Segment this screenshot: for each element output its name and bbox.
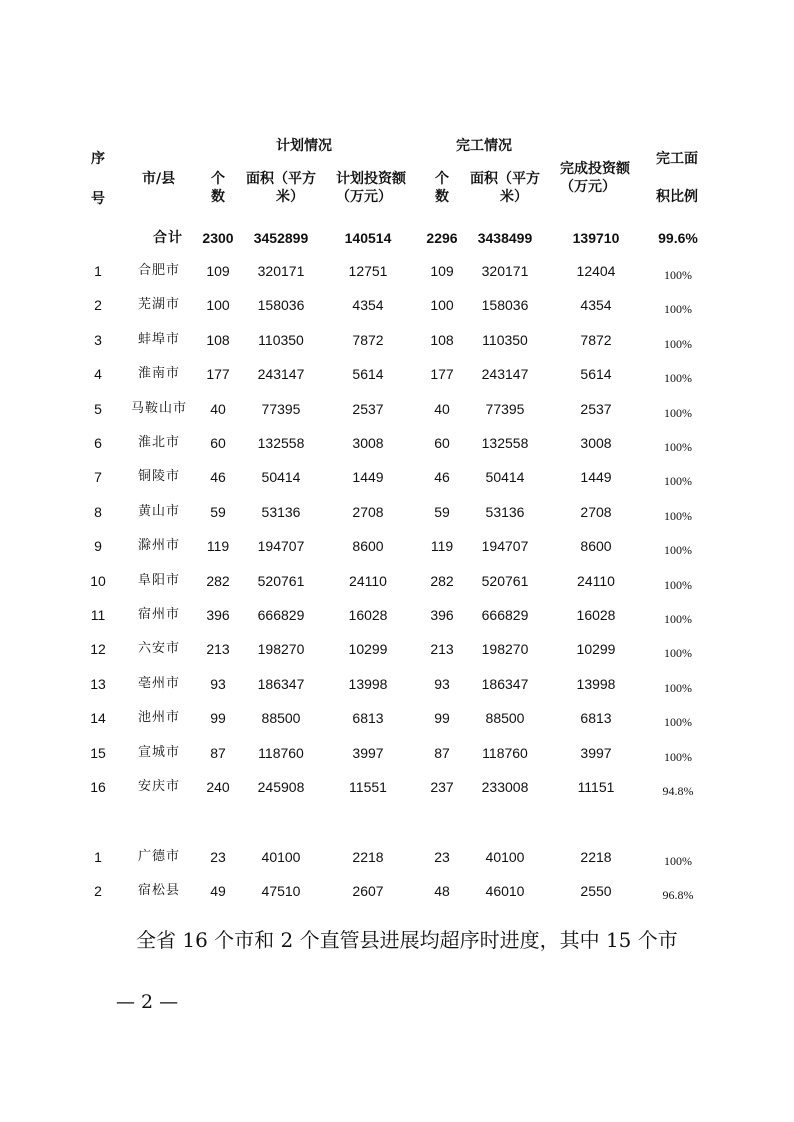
cell-plan-invest: 6813	[352, 710, 384, 727]
cell-city: 滁州市	[137, 538, 180, 554]
header-plan-invest-1: 计划投资额	[336, 171, 406, 187]
summary-plan-area: 3452899	[253, 230, 309, 246]
cell-done-invest: 2550	[580, 883, 612, 899]
cell-ratio: 100%	[664, 336, 692, 351]
table-row	[0, 571, 794, 591]
cell-done-count: 46	[434, 469, 450, 486]
cell-plan-invest: 2537	[352, 400, 384, 417]
cell-city: 合肥市	[137, 263, 180, 278]
cell-plan-area: 50414	[261, 469, 301, 486]
cell-ratio: 100%	[664, 680, 692, 695]
cell-plan-count: 109	[206, 263, 230, 279]
cell-city: 宿州市	[137, 607, 180, 622]
cell-done-count: 60	[434, 435, 450, 451]
cell-ratio: 100%	[664, 854, 692, 868]
cell-seq: 8	[94, 503, 102, 520]
header-done-invest-2: （万元）	[560, 179, 616, 195]
cell-seq: 13	[90, 675, 106, 692]
cell-plan-count: 87	[210, 744, 226, 761]
cell-plan-count: 108	[206, 331, 230, 348]
page-number: — 2 —	[116, 991, 179, 1013]
cell-done-count: 213	[430, 641, 454, 658]
cell-plan-count: 282	[206, 572, 230, 589]
cell-plan-area: 88500	[261, 710, 301, 727]
cell-done-count: 99	[434, 710, 450, 727]
header-plan-count-1: 个	[211, 171, 225, 187]
header-ratio-2: 积比例	[656, 189, 698, 205]
table-row	[0, 847, 794, 867]
cell-done-count: 93	[434, 675, 450, 692]
cell-plan-count: 49	[210, 883, 226, 899]
cell-plan-invest: 13998	[348, 675, 388, 692]
cell-done-area: 198270	[481, 641, 529, 658]
cell-done-area: 40100	[485, 849, 525, 865]
cell-seq: 6	[94, 435, 102, 451]
header-plan-count-2: 数	[211, 189, 225, 205]
cell-plan-invest: 12751	[348, 263, 388, 279]
header-done-area-2: 米）	[500, 189, 528, 205]
header-plan-group: 计划情况	[276, 138, 332, 154]
summary-label: 合计	[153, 230, 183, 246]
cell-plan-area: 320171	[257, 263, 305, 279]
header-done-area-1: 面积（平方	[470, 171, 540, 187]
cell-done-count: 48	[434, 883, 450, 899]
cell-done-invest: 2537	[580, 400, 612, 417]
table-row	[0, 467, 794, 487]
cell-done-area: 233008	[481, 779, 529, 795]
cell-done-invest: 13998	[576, 675, 616, 692]
cell-plan-invest: 4354	[352, 297, 384, 314]
table-row	[0, 330, 794, 350]
cell-done-invest: 3008	[580, 435, 612, 451]
summary-plan-count: 2300	[202, 230, 234, 246]
cell-seq: 4	[94, 366, 102, 383]
cell-plan-invest: 16028	[348, 607, 388, 623]
cell-done-invest: 7872	[580, 331, 612, 348]
cell-plan-area: 132558	[257, 435, 305, 451]
cell-ratio: 100%	[664, 612, 692, 626]
cell-plan-count: 396	[206, 607, 230, 623]
cell-ratio: 100%	[664, 749, 692, 764]
cell-done-count: 282	[430, 572, 454, 589]
cell-done-invest: 1449	[580, 469, 612, 486]
body-paragraph: 全省 16 个市和 2 个直管县进展均超序时进度，其中 15 个市	[136, 928, 678, 952]
cell-ratio: 100%	[664, 474, 692, 489]
cell-plan-area: 118760	[258, 744, 304, 761]
cell-done-invest: 6813	[580, 710, 612, 727]
summary-plan-invest: 140514	[344, 230, 392, 246]
cell-plan-count: 60	[210, 435, 226, 451]
cell-plan-area: 158036	[257, 297, 305, 314]
cell-city: 铜陵市	[137, 469, 180, 485]
summary-row	[0, 228, 794, 248]
header-done-count-1: 个	[435, 171, 449, 187]
cell-plan-area: 47510	[261, 883, 301, 899]
cell-city: 池州市	[137, 710, 180, 726]
cell-plan-area: 110350	[258, 331, 304, 348]
cell-ratio: 100%	[664, 543, 692, 558]
header-ratio-1: 完工面	[656, 151, 698, 167]
cell-done-count: 87	[434, 744, 450, 761]
cell-done-invest: 16028	[576, 607, 616, 623]
cell-seq: 16	[90, 779, 106, 795]
table-row	[0, 295, 794, 315]
cell-done-count: 108	[430, 331, 454, 348]
cell-ratio: 100%	[664, 508, 692, 523]
cell-plan-count: 119	[206, 538, 230, 555]
cell-ratio: 96.8%	[662, 888, 694, 902]
cell-done-invest: 10299	[576, 641, 616, 658]
cell-plan-count: 213	[206, 641, 230, 658]
cell-done-area: 46010	[485, 883, 525, 899]
cell-city: 宣城市	[137, 744, 180, 760]
header-done-invest-1: 完成投资额	[560, 161, 630, 177]
cell-done-area: 666829	[481, 607, 529, 623]
cell-done-count: 119	[430, 538, 454, 555]
cell-done-count: 109	[430, 263, 454, 279]
cell-city: 广德市	[137, 849, 180, 864]
cell-plan-area: 666829	[257, 607, 305, 623]
cell-seq: 12	[90, 641, 106, 658]
cell-done-area: 50414	[485, 469, 525, 486]
cell-city: 阜阳市	[137, 572, 180, 588]
cell-done-count: 237	[430, 779, 454, 795]
table-row	[0, 536, 794, 556]
cell-done-area: 320171	[481, 263, 529, 279]
summary-done-count: 2296	[426, 230, 458, 246]
header-done-group: 完工情况	[456, 138, 512, 154]
table-row	[0, 708, 794, 728]
cell-plan-count: 100	[206, 297, 230, 314]
cell-plan-area: 245908	[257, 779, 305, 795]
cell-done-invest: 5614	[580, 366, 612, 383]
table-row	[0, 605, 794, 625]
cell-plan-invest: 11551	[349, 779, 387, 795]
table-row	[0, 674, 794, 694]
cell-seq: 11	[90, 607, 106, 623]
cell-city: 宿松县	[137, 883, 180, 898]
cell-done-invest: 2218	[580, 849, 612, 865]
cell-done-area: 110350	[482, 331, 528, 348]
cell-city: 安庆市	[137, 779, 180, 794]
cell-ratio: 100%	[664, 405, 692, 420]
table-row	[0, 364, 794, 384]
cell-seq: 3	[94, 331, 102, 348]
table-row	[0, 433, 794, 453]
cell-plan-invest: 24110	[349, 572, 387, 589]
header-plan-area-2: 米）	[276, 189, 304, 205]
cell-city: 马鞍山市	[130, 400, 187, 416]
cell-ratio: 100%	[664, 268, 692, 282]
header-city: 市/县	[142, 171, 176, 187]
cell-done-invest: 24110	[577, 572, 615, 589]
cell-city: 蚌埠市	[137, 331, 180, 347]
cell-plan-area: 77395	[261, 400, 301, 417]
cell-ratio: 100%	[664, 440, 692, 454]
cell-seq: 10	[90, 572, 106, 589]
cell-done-count: 396	[430, 607, 454, 623]
table-row	[0, 743, 794, 763]
cell-plan-invest: 7872	[352, 331, 384, 348]
cell-done-area: 194707	[481, 538, 529, 555]
cell-done-invest: 3997	[580, 744, 612, 761]
cell-done-count: 59	[434, 503, 450, 520]
cell-plan-invest: 3008	[352, 435, 384, 451]
cell-done-count: 177	[430, 366, 454, 383]
table-row	[0, 399, 794, 419]
cell-city: 淮北市	[137, 435, 180, 450]
table-row	[0, 502, 794, 522]
cell-done-invest: 11151	[577, 779, 615, 795]
cell-seq: 2	[94, 297, 102, 314]
cell-done-invest: 8600	[580, 538, 612, 555]
summary-ratio: 99.6%	[658, 230, 698, 246]
header-plan-invest-2: （万元）	[336, 189, 392, 205]
cell-done-invest: 12404	[576, 263, 616, 279]
cell-city: 淮南市	[137, 366, 180, 382]
cell-done-area: 118760	[482, 744, 528, 761]
cell-done-area: 520761	[481, 572, 529, 589]
cell-plan-count: 46	[210, 469, 226, 486]
table-row	[0, 881, 794, 901]
table-row	[0, 639, 794, 659]
table-row	[0, 777, 794, 797]
cell-plan-area: 40100	[261, 849, 301, 865]
cell-plan-area: 520761	[257, 572, 305, 589]
cell-done-area: 88500	[485, 710, 525, 727]
cell-plan-invest: 2607	[352, 883, 384, 899]
header-seq-line2: 号	[91, 191, 105, 207]
cell-plan-count: 240	[206, 779, 230, 795]
cell-plan-count: 93	[210, 675, 226, 692]
cell-plan-invest: 8600	[352, 538, 384, 555]
cell-plan-count: 99	[210, 710, 226, 727]
summary-done-invest: 139710	[572, 230, 620, 246]
cell-plan-invest: 2218	[352, 849, 384, 865]
cell-ratio: 100%	[664, 302, 692, 317]
cell-plan-area: 186347	[257, 675, 305, 692]
cell-done-area: 53136	[485, 503, 525, 520]
cell-seq: 14	[90, 710, 106, 727]
cell-seq: 9	[94, 538, 102, 555]
cell-done-area: 77395	[485, 400, 525, 417]
cell-plan-count: 23	[210, 849, 226, 865]
cell-plan-count: 177	[206, 366, 230, 383]
cell-done-invest: 2708	[580, 503, 612, 520]
cell-ratio: 100%	[664, 646, 692, 661]
cell-done-area: 186347	[481, 675, 529, 692]
cell-plan-invest: 3997	[352, 744, 384, 761]
cell-done-area: 243147	[481, 366, 529, 383]
header-seq-line1: 序	[91, 151, 105, 167]
cell-plan-invest: 2708	[352, 503, 384, 520]
cell-done-invest: 4354	[580, 297, 612, 314]
cell-ratio: 100%	[664, 577, 692, 592]
cell-seq: 5	[94, 400, 102, 417]
cell-plan-count: 59	[210, 503, 226, 520]
cell-plan-area: 194707	[257, 538, 305, 555]
cell-plan-invest: 1449	[352, 469, 384, 486]
summary-done-area: 3438499	[477, 230, 533, 246]
cell-plan-area: 53136	[261, 503, 301, 520]
cell-plan-area: 198270	[257, 641, 305, 658]
cell-plan-invest: 10299	[348, 641, 388, 658]
header-plan-area-1: 面积（平方	[246, 171, 316, 187]
cell-ratio: 100%	[664, 371, 692, 386]
header-done-count-2: 数	[435, 189, 449, 205]
cell-seq: 15	[90, 744, 106, 761]
cell-plan-area: 243147	[257, 366, 305, 383]
cell-done-count: 100	[430, 297, 454, 314]
cell-city: 黄山市	[137, 503, 180, 519]
cell-city: 六安市	[137, 641, 180, 657]
cell-plan-count: 40	[210, 400, 226, 417]
cell-seq: 1	[94, 849, 102, 865]
cell-seq: 7	[94, 469, 102, 486]
table-row	[0, 261, 794, 281]
cell-done-area: 132558	[481, 435, 529, 451]
cell-seq: 1	[94, 263, 102, 279]
cell-city: 亳州市	[137, 675, 180, 691]
cell-done-count: 23	[434, 849, 450, 865]
cell-done-count: 40	[434, 400, 450, 417]
cell-seq: 2	[94, 883, 102, 899]
cell-city: 芜湖市	[137, 297, 180, 313]
cell-plan-invest: 5614	[352, 366, 384, 383]
cell-ratio: 94.8%	[662, 784, 694, 798]
cell-done-area: 158036	[481, 297, 529, 314]
cell-ratio: 100%	[664, 715, 692, 730]
